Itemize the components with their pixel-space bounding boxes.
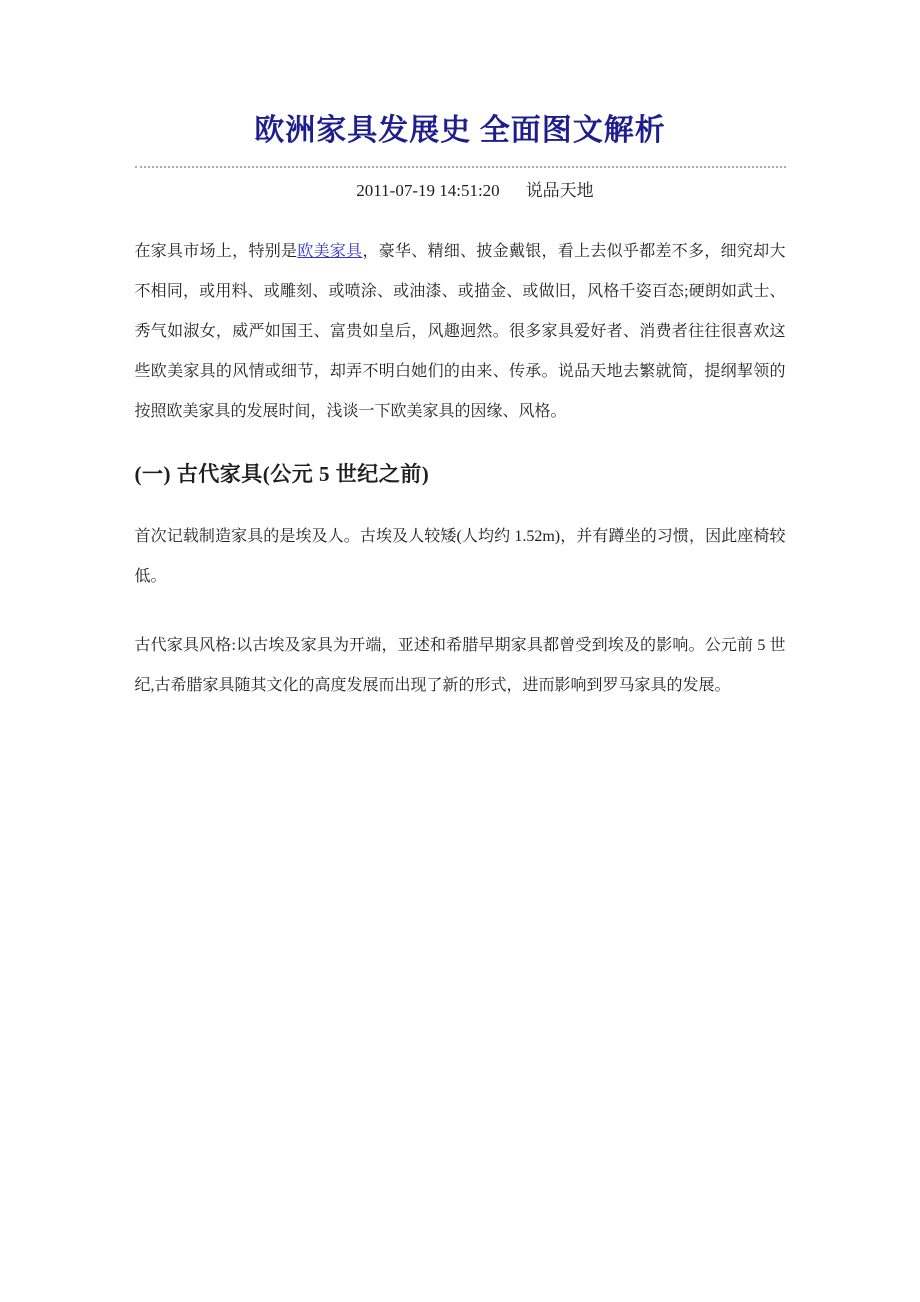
paragraph-intro <box>135 232 786 432</box>
section-heading-ancient-furniture: (一) 古代家具(公元 5 世纪之前) <box>134 462 430 486</box>
intro-text-after-link: ，豪华、精细、披金戴银，看上去似乎都差不多，细究却大不相同，或用料、或雕刻、或喷涂、或油漆、或描金、或做旧，风格千姿百态;硬朗如武士、秀气如淑女，威严如国王、富贵如皇后，风趣迥然。很多家具爱好者、消费者往往很喜欢这些欧美家具的风情或细节，却弄不明白她们的由来、传承。说品天地去繁就简，提纲挈领的按照欧美家具的发展时间，浅谈一下欧美家具的因缘、风格。 <box>134 243 786 420</box>
title-divider <box>135 166 786 168</box>
article-title: 欧洲家具发展史 全面图文解析 <box>254 114 666 147</box>
oumei-furniture-link[interactable]: 欧美家具 <box>297 243 363 260</box>
publish-datetime: 2011-07-19 14:51:20 <box>356 181 500 200</box>
paragraph-ancient-furniture-style: 古代家具风格:以古埃及家具为开端，亚述和希腊早期家具都曾受到埃及的影响。公元前 5 世纪,古希腊家具随其文化的高度发展而出现了新的形式，进而影响到罗马家具的发展。 <box>134 637 786 694</box>
document-page <box>135 0 786 706</box>
article-source: 说品天地 <box>525 181 594 200</box>
paragraph-egyptian-furniture: 首次记载制造家具的是埃及人。古埃及人较矮(人均约 1.52m)，并有蹲坐的习惯，因此座椅较低。 <box>134 528 786 585</box>
intro-text-before-link: 在家具市场上，特别是 <box>134 243 298 260</box>
article-meta <box>135 179 786 203</box>
